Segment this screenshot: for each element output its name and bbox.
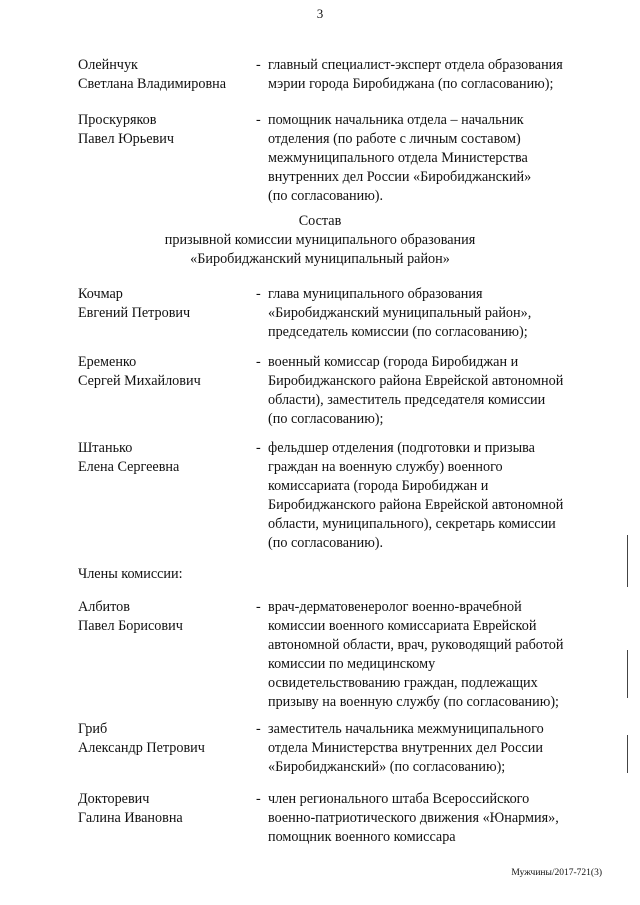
member-role: помощник начальника отдела – начальник отделения (по работе с личным составом) межмуниципального отдела Министерства внутренних дел России «Биробиджанский» (по согласованию).: [268, 112, 532, 204]
dash: -: [256, 440, 261, 456]
dash: -: [256, 286, 261, 302]
member-role: врач-дерматовенеролог военно-врачебной комиссии военного комиссариата Еврейской автономной области, врач, руководящий работой комиссии по медицинскому освидетельствованию граждан, подлежащих призыву на военную службу (по согласованию);: [268, 599, 564, 710]
member-name: Еременко Сергей Михайлович: [78, 354, 201, 389]
member-name: Проскуряков Павел Юрьевич: [78, 112, 174, 147]
member-role: фельдшер отделения (подготовки и призыва граждан на военную службу) военного комиссариата (города Биробиджан и Биробиджанского района Еврейской автономной области, муниципального), секретарь комиссии (по согласованию).: [268, 440, 564, 551]
dash: -: [256, 721, 261, 737]
dash: -: [256, 599, 261, 615]
member-role: военный комиссар (города Биробиджан и Биробиджанского района Еврейской автономной области), заместитель председателя комиссии (по согласованию);: [268, 354, 564, 427]
scan-margin-mark: [627, 650, 628, 698]
member-name: Штанько Елена Сергеевна: [78, 440, 180, 475]
member-name: Гриб Александр Петрович: [78, 721, 205, 756]
member-role: главный специалист-эксперт отдела образования мэрии города Биробиджана (по согласованию);: [268, 57, 563, 92]
member-name: Докторевич Галина Ивановна: [78, 791, 183, 826]
members-label: Члены комиссии:: [78, 566, 183, 582]
section-heading: Состав призывной комиссии муниципального образования «Биробиджанский муниципальный район»: [164, 213, 476, 267]
member-role: член регионального штаба Всероссийского военно-патриотического движения «Юнармия», помощник военного комиссара: [268, 791, 559, 845]
member-name: Олейнчук Светлана Владимировна: [78, 57, 227, 92]
member-role: заместитель начальника межмуниципального отдела Министерства внутренних дел России «Биробиджанский» (по согласованию);: [268, 721, 544, 775]
dash: -: [256, 791, 261, 807]
scan-margin-mark: [627, 735, 628, 773]
dash: -: [256, 112, 261, 128]
page-number: 3: [316, 6, 324, 21]
scan-margin-mark: [627, 535, 628, 587]
footer-code: Мужчины/2017-721(3): [511, 868, 602, 878]
dash: -: [256, 354, 261, 370]
member-name: Кочмар Евгений Петрович: [78, 286, 191, 321]
member-name: Албитов Павел Борисович: [78, 599, 183, 634]
dash: -: [256, 57, 261, 73]
member-role: глава муниципального образования «Биробиджанский муниципальный район», председатель комиссии (по согласованию);: [268, 286, 532, 340]
